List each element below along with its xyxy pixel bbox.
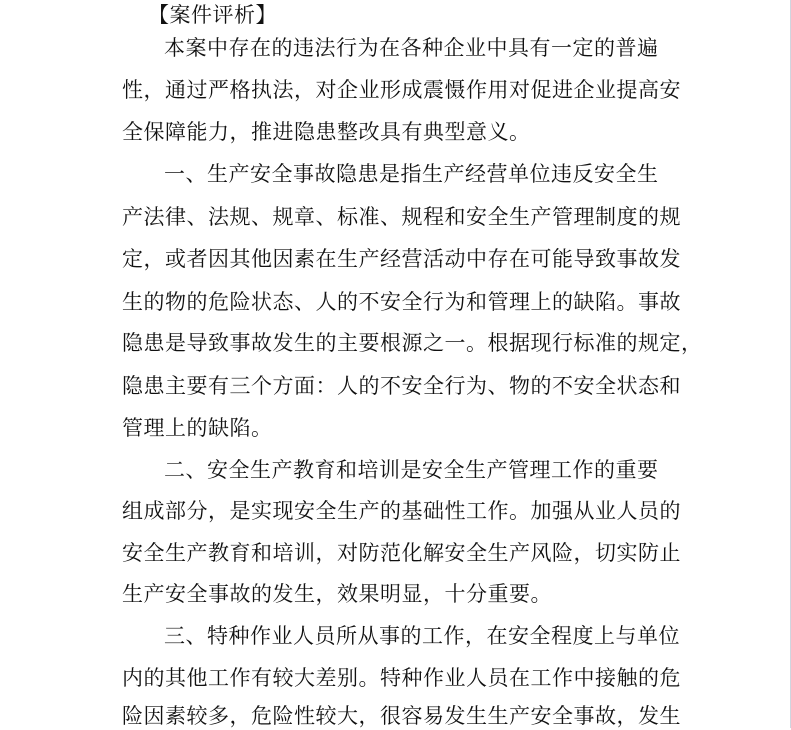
paragraph-line: 管理上的缺陷。 <box>122 416 273 440</box>
section-heading: 【案件评析】 <box>148 3 277 27</box>
paragraph-line: 产法律、法规、规章、标准、规程和安全生产管理制度的规 <box>122 205 681 229</box>
paragraph-line: 安全生产教育和培训，对防范化解安全生产风险，切实防止 <box>122 541 681 565</box>
paragraph-line: 内的其他工作有较大差别。特种作业人员在工作中接触的危 <box>122 666 681 690</box>
paragraph-line: 三、特种作业人员所从事的工作，在安全程度上与单位 <box>164 624 680 648</box>
paragraph-line: 生的物的危险状态、人的不安全行为和管理上的缺陷。事故 <box>122 290 681 314</box>
paragraph-line: 定，或者因其他因素在生产经营活动中存在可能导致事故发 <box>122 247 681 271</box>
paragraph-line: 本案中存在的违法行为在各种企业中具有一定的普遍 <box>164 36 659 60</box>
paragraph-line: 险因素较多，危险性较大，很容易发生生产安全事故，发生 <box>122 704 681 728</box>
paragraph-line: 隐患主要有三个方面：人的不安全行为、物的不安全状态和 <box>122 374 681 398</box>
paragraph-line: 组成部分，是实现安全生产的基础性工作。加强从业人员的 <box>122 499 681 523</box>
paragraph-line: 全保障能力，推进隐患整改具有典型意义。 <box>122 120 531 144</box>
paragraph-line: 一、生产安全事故隐患是指生产经营单位违反安全生 <box>164 162 659 186</box>
paragraph-line: 生产安全事故的发生，效果明显，十分重要。 <box>122 582 552 606</box>
paragraph-line: 隐患是导致事故发生的主要根源之一。根据现行标准的规定， <box>122 331 703 355</box>
paragraph-line: 性，通过严格执法，对企业形成震慑作用对促进企业提高安 <box>122 78 681 102</box>
paragraph-line: 二、安全生产教育和培训是安全生产管理工作的重要 <box>164 458 659 482</box>
